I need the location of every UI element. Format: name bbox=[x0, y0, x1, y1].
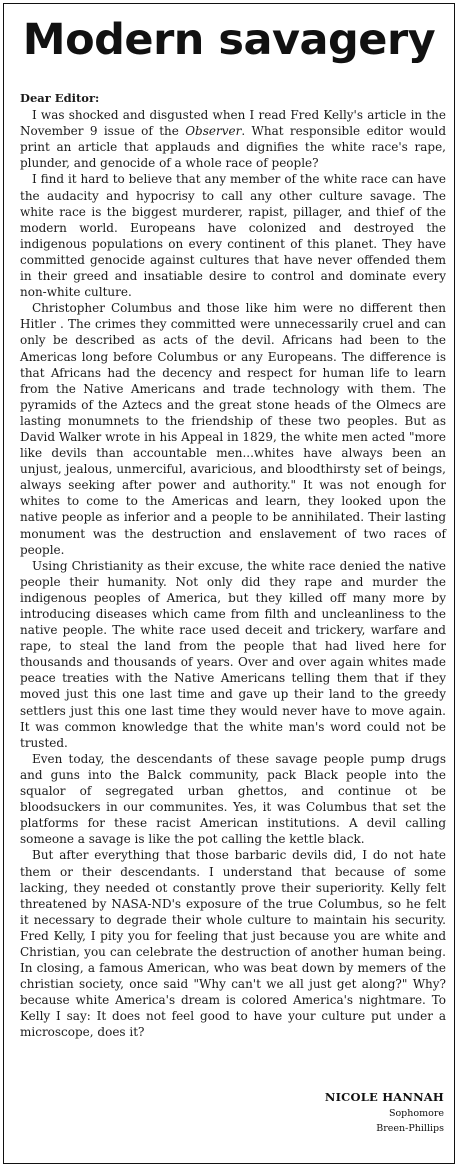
paragraph: Christopher Columbus and those like him were no different then Hitler . The crimes they committed were unnecessarily cruel and can only be described as acts of the devil. Africans had been to the Americas long before Columbus or any Europeans. The difference is that Africans had the decency and respect for human life to learn from the Native Americans and trade technology with them. The pyramids of the Aztecs and the great stone heads of the Olmecs are lasting monumnets to the friendship of these two peoples. But as David Walker wrote in his Appeal in 1829, the white men acted "more like devils than accountable men...whites have always been an unjust, jealous, unmerciful, avaricious, and bloodthirsty set of beings, always seeking after power and authority." It was not enough for whites to come to the Americas and learn, they looked upon the native people as inferior and a people to be annihilated. Their lasting monument was the destruction and enslavement of two races of people. bbox=[20, 301, 446, 557]
paragraph: I find it hard to believe that any member of the white race can have the audacity and hypocrisy to call any other culture savage. The white race is the biggest murderer, rapist, pillager, and thief of the modern world. Europeans have colonized and destroyed the indigenous populations on every continent of this planet. They have committed genocide against cultures that have never offended them in their greed and insatiable desire to control and dominate every non-white culture. bbox=[20, 172, 446, 300]
author-name: NICOLE HANNAH bbox=[324, 1090, 444, 1104]
letter-frame bbox=[3, 3, 455, 1164]
paragraph: I was shocked and disgusted when I read Fred Kelly's article in the November 9 issue of the Observer. What responsible editor would print an article that applauds and dignifies the white race's rape, plunder, and genocide of a whole race of people? bbox=[20, 108, 446, 171]
salutation: Dear Editor: bbox=[20, 91, 100, 105]
headline: Modern savagery bbox=[22, 15, 436, 65]
author-dorm: Breen-Phillips bbox=[376, 1123, 444, 1134]
paragraph: Even today, the descendants of these savage people pump drugs and guns into the Balck community, pack Black people into the squalor of segregated urban ghettos, and continue ot be bloodsuckers in our communites. Yes, it was Columbus that set the platforms for these racist American institutions. A devil calling someone a savage is like the pot calling the kettle black. bbox=[20, 751, 446, 847]
paragraph: But after everything that those barbaric devils did, I do not hate them or their descendants. I understand that because of some lacking, they needed ot constantly prove their superiority. Kelly felt threatened by NASA-ND's exposure of the true Columbus, so he felt it necessary to degrade their whole culture to maintain his security. Fred Kelly, I pity you for feeling that just because you are white and Christian, you can celebrate the destruction of another human being. In closing, a famous American, who was beat down by memers of the christian society, once said "Why can't we all just get along?" Why? because white America's dream is colored America's nightmare. To Kelly I say: It does not feel good to have your culture put under a microscope, does it? bbox=[20, 848, 446, 1040]
signature-block bbox=[325, 1088, 444, 1136]
author-class: Sophomore bbox=[388, 1108, 444, 1119]
paragraph: Using Christianity as their excuse, the white race denied the native people their humanity. Not only did they rape and murder the indigenous peoples of America, but they killed off many more by introducing diseases which came from filth and uncleanliness to the native people. The white race used deceit and trickery, warfare and rape, to steal the land from the people that had lived here for thousands and thousands of years. Over and over again whites made peace treaties with the Native Americans telling them that if they moved just this one last time and gave up their land to the greedy settlers just this one last time they would never have to move again. It was common knowledge that the white man's word could not be trusted. bbox=[20, 558, 446, 750]
letter-body bbox=[20, 90, 446, 1041]
